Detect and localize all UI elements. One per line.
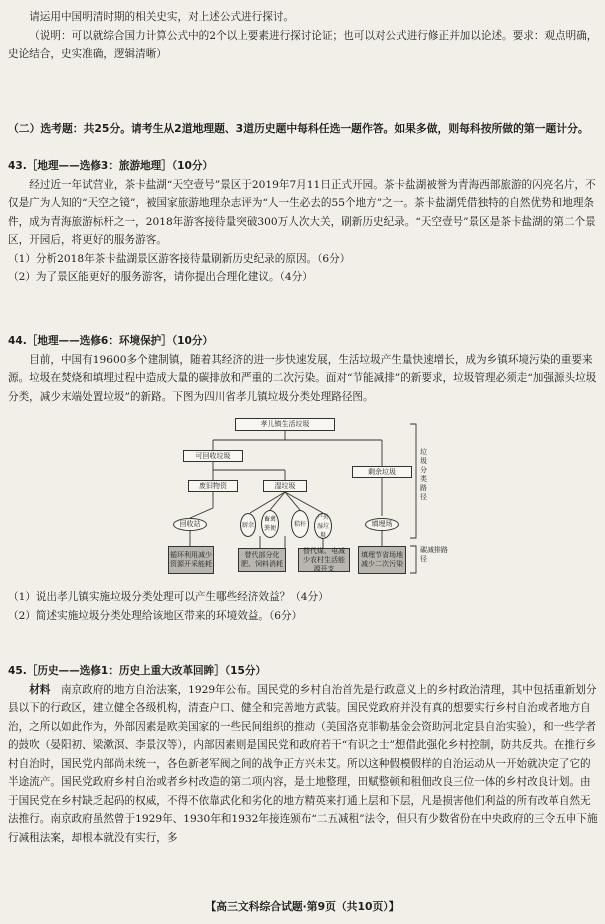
q44-question-2: （2）简述实施垃圾分类处理给该地区带来的环境效益。（6分） — [8, 609, 303, 622]
page-footer: 【高三文科综合试题·第9页（共10页）】 — [205, 900, 400, 913]
q43-question-1: （1）分析2018年茶卡盐湖景区游客接待量刷新历史纪录的原因。（6分） — [8, 252, 351, 265]
q43-title: 43.［地理——选修3：旅游地理］（10分） — [8, 160, 214, 172]
node-recycle-station: 回收站 — [173, 518, 207, 531]
q44-block — [8, 332, 598, 406]
section2-header: （二）选考题：共25分。请考生从2道地理题、3道历史题中每科任选一题作答。如果多做，则每科按所做的第一题计分。 — [8, 122, 589, 135]
node-output-4: 填埋节省场地减少二次污染 — [358, 546, 406, 574]
q43-block — [8, 157, 598, 287]
q43-question-2: （2）为了景区能更好的服务游客，请你提出合理化建议。（4分） — [8, 271, 313, 283]
intro-block — [8, 8, 598, 64]
node-straw: 秸秆 — [291, 510, 309, 538]
node-recyclable: 可回收垃圾 — [183, 450, 243, 462]
node-residual: 剩余垃圾 — [352, 466, 412, 478]
q44-question-1: （1）说出孝儿镇实施垃圾分类处理可以产生哪些经济效益？（4分） — [8, 591, 329, 603]
node-livestock: 畜禽粪便 — [261, 510, 279, 538]
intro-line2: （说明：可以就综合国力计算公式中的2个以上要素进行探讨论证；也可以对公式进行修正并加以论述。要求：观点明确，史论结合，史实准确，逻辑清晰） — [8, 29, 598, 60]
intro-line1: 请运用中国明清时期的相关史实，对上述公式进行探讨。 — [29, 11, 295, 23]
node-outdoor-wet: 户外湿垃圾 — [314, 513, 332, 539]
node-wet: 湿垃圾 — [263, 480, 307, 492]
side-label-sorting: 垃圾分类路径 — [420, 448, 427, 501]
q43-paragraph: 经过近一年试营业，茶卡盐湖“天空壹号”景区于2019年7月11日正式开园。茶卡盐湖被誉为青海西部旅游的闪亮名片，不仅是广为人知的“天空之镜”，被国家旅游地理杂志评为“人一生必去的55个地方”之一。茶卡盐湖凭借独特的自然优势和地理条件，成为青海旅游标杆之一，2018年游客接待量突破300万人次大关，刷新历史纪录。“天空壹号”景区是茶卡盐湖的第二个景区，开园后，将更好的服务游客。 — [8, 178, 596, 246]
q45-paragraph: 南京政府的地方自治法案，1929年公布。国民党的乡村自治首先是行政意义上的乡村政治清理，其中包括重新划分县以下的行政区，建立健全各级机构，清查户口、健全和完善地方武装。国民党政府并没有真的想要实行乡村自治或者地方自治，之所以如此作为，外部因素是欧美国家的一些民间组织的推动（美国洛克菲勒基金会资助河北定县自治实验），和一些学者的鼓吹（晏阳初、梁漱溟、李景汉等），内部因素则是国民党和政府若干“有识之士”想借此强化乡村控制，防共反共。在推行乡村自治时，国民党内部尚未统一，各色新老军阀之间的战争正方兴未艾。所以这种假模假样的自治运动从一开始就决定了它的半途流产。国民党政府乡村自治或者乡村改造的第二项内容，是土地整理，田赋整顿和租佃改良三位一体的乡村改良计划。由于国民党在乡村缺乏起码的权威，不得不依靠武化和劣化的地方精英来打通上层和下层，凡是损害他们利益的所有改革自然无法推行。南京政府虽然曾于1929年、1930年和1932年接连颁布“二五减租”法令，但只有少数省份在中央政府的三令五申下施行减租法案，却根本就没有实行，多 — [8, 683, 598, 844]
node-waste-goods: 废旧物资 — [188, 480, 238, 492]
node-top: 孝儿镇生活垃圾 — [235, 418, 335, 431]
q44-questions — [8, 588, 598, 625]
q45-title: 45.［历史——选修1：历史上重大改革回眸］（15分） — [8, 665, 267, 677]
q44-title: 44.［地理——选修6：环境保护］（10分） — [8, 335, 214, 347]
node-output-2: 替代部分化肥、饲料消耗 — [238, 548, 286, 572]
node-output-3: 替代煤、电减少农村生活能源开支 — [298, 548, 350, 572]
node-landfill: 填埋场 — [365, 518, 399, 531]
q44-paragraph: 目前，中国有19600多个建制镇，随着其经济的进一步快速发展，生活垃圾产生量快速增长，成为乡镇环境污染的重要来源。垃圾在焚烧和填埋过程中造成大量的碳排放和严重的二次污染。面对“节能减排”的新要求，垃圾管理必须走“加强源头垃圾分类，减少末端处置垃圾”的新路。下图为四川省孝儿镇垃圾分类处理路径图。 — [8, 353, 597, 403]
q45-material-label: 材料 — [29, 683, 51, 696]
q45-block — [8, 662, 598, 847]
waste-sorting-diagram — [120, 418, 450, 588]
side-label-emission: 碳减排路径 — [420, 546, 448, 563]
node-food: 厨余 — [240, 513, 256, 537]
node-output-1: 循环利用减少资源开采能耗 — [168, 546, 214, 574]
